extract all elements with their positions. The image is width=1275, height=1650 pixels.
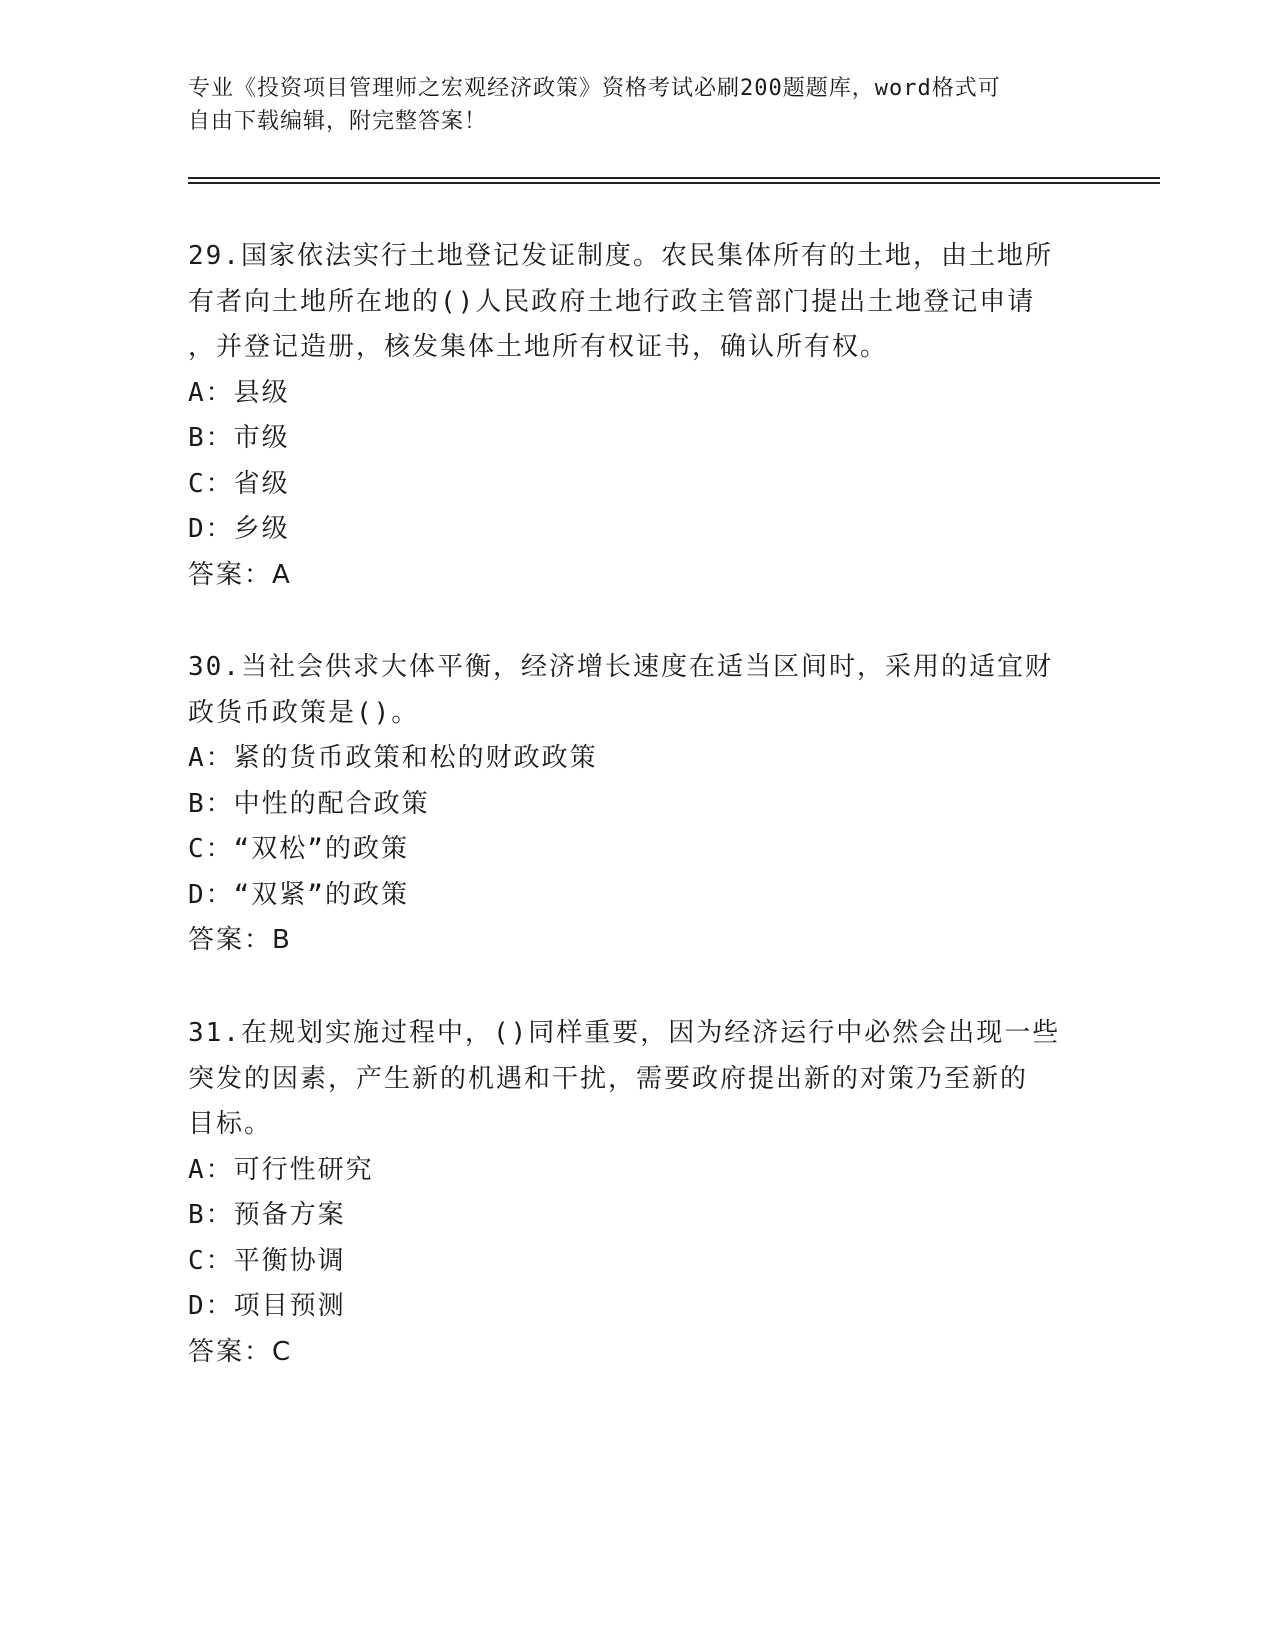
question-text-line: 30.当社会供求大体平衡，经济增长速度在适当区间时，采用的适宜财: [188, 652, 1053, 682]
header-divider-bottom: [188, 182, 1160, 184]
option-b: B：预备方案: [188, 1200, 346, 1230]
option-b: B：中性的配合政策: [188, 788, 430, 819]
option-c: C：“双松”的政策: [188, 834, 409, 864]
answer: 答案：B: [188, 925, 292, 955]
option-c: C：省级: [188, 468, 290, 499]
question-text-line: 有者向土地所在地的()人民政府土地行政主管部门提出土地登记申请: [188, 286, 1036, 317]
option-b: B：市级: [188, 423, 290, 453]
question-30: [188, 645, 1088, 964]
question-text-line: 政货币政策是()。: [188, 697, 420, 728]
question-text-line: 31.在规划实施过程中，()同样重要，因为经济运行中必然会出现一些: [188, 1018, 1061, 1048]
option-d: D：项目预测: [188, 1291, 346, 1321]
option-a: A：县级: [188, 377, 290, 408]
question-text-line: 突发的因素，产生新的机遇和干扰，需要政府提出新的对策乃至新的: [188, 1063, 1029, 1094]
option-d: D：“双紧”的政策: [188, 879, 409, 910]
answer: 答案：A: [188, 559, 292, 590]
document-header: [188, 72, 1088, 138]
option-a: A：紧的货币政策和松的财政政策: [188, 743, 598, 773]
question-29: [188, 234, 1088, 598]
question-text-line: 29.国家依法实行土地登记发证制度。农民集体所有的土地，由土地所: [188, 241, 1053, 271]
question-text-line: 目标。: [188, 1109, 273, 1139]
question-31: [188, 1011, 1088, 1375]
header-line-1: 专业《投资项目管理师之宏观经济政策》资格考试必刷200题题库，word格式可: [188, 76, 1001, 101]
option-d: D：乡级: [188, 514, 290, 544]
question-text-line: ，并登记造册，核发集体土地所有权证书，确认所有权。: [188, 332, 889, 362]
header-line-2: 自由下载编辑，附完整答案！: [188, 109, 488, 134]
option-a: A：可行性研究: [188, 1154, 374, 1185]
header-divider-top: [188, 177, 1160, 179]
option-c: C：平衡协调: [188, 1245, 346, 1276]
answer: 答案：C: [188, 1336, 293, 1367]
